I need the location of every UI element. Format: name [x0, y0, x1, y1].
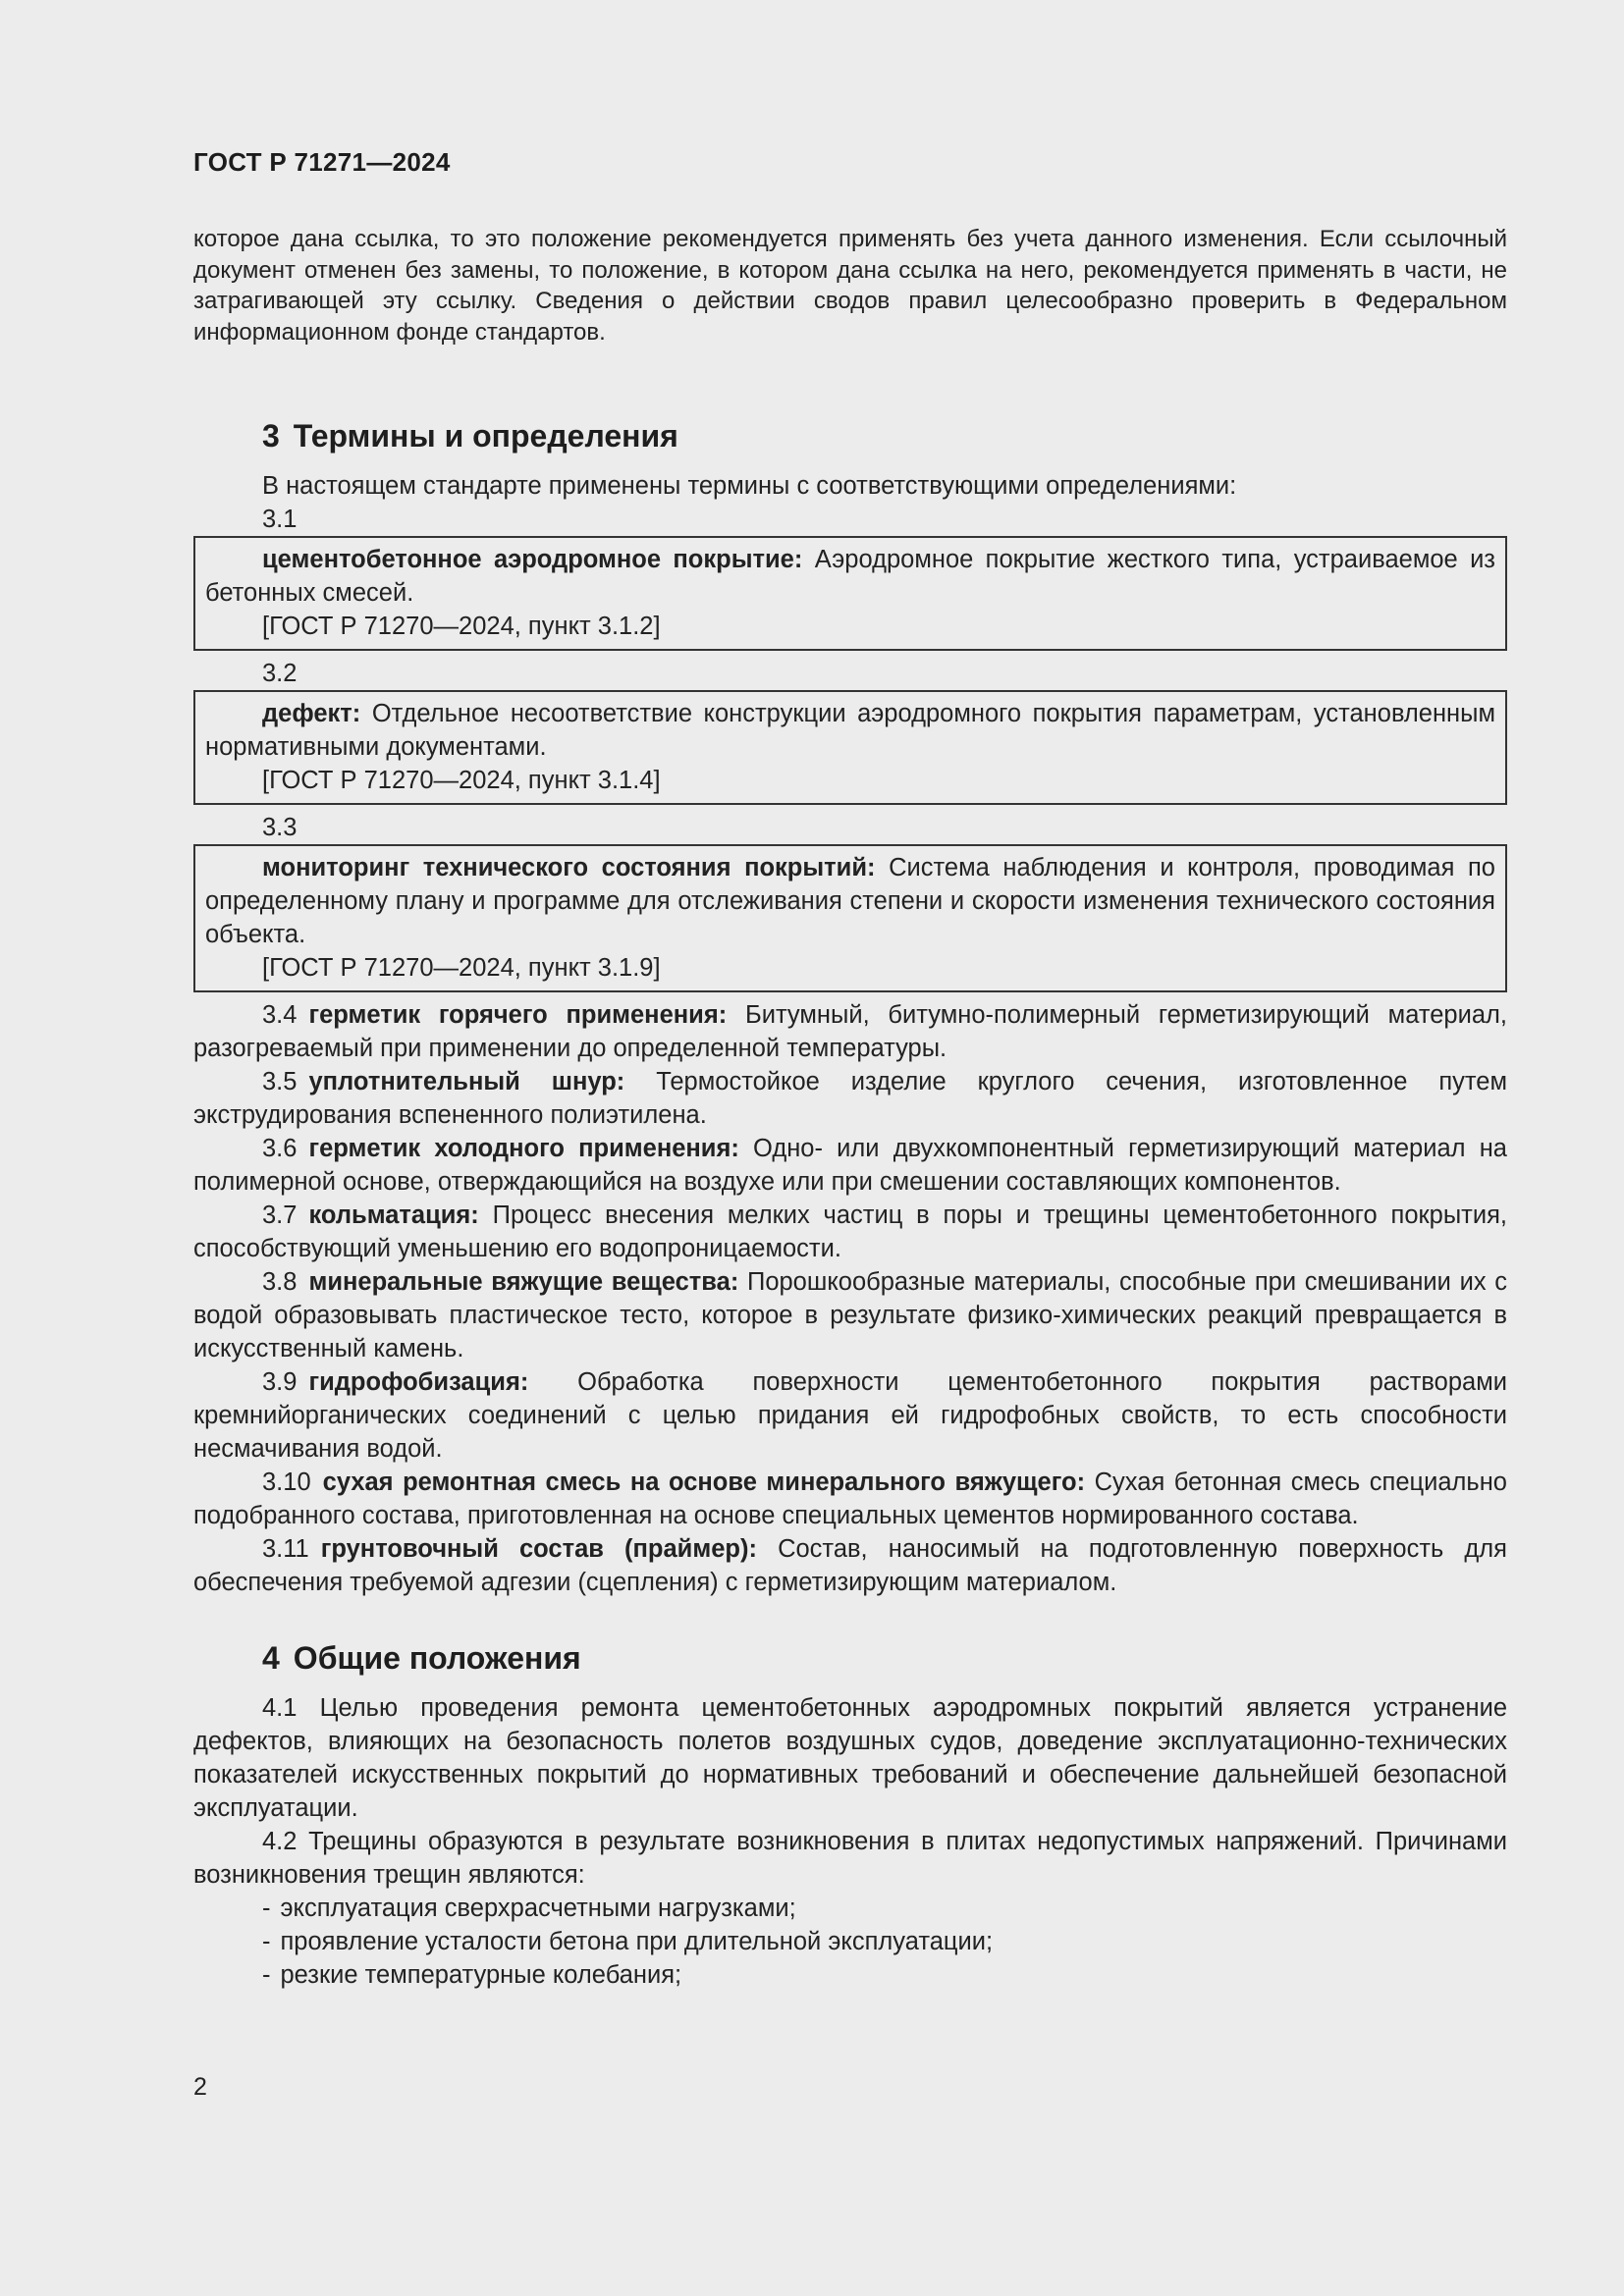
term-number: 3.4 [262, 1001, 298, 1029]
term-definition: Сухая бетонная смесь специально подобранного состава, приготовленная на основе специальных цементов нормированного состава. [193, 1468, 1507, 1529]
term-number: 3.3 [262, 814, 298, 841]
term-name: сухая ремонтная смесь на основе минерального вяжущего: [322, 1468, 1086, 1496]
term-reference: [ГОСТ Р 71270—2024, пункт 3.1.9] [262, 954, 661, 982]
term-name: дефект: [262, 700, 361, 727]
clause-number: 4.2 [262, 1828, 298, 1855]
term-reference: [ГОСТ Р 71270—2024, пункт 3.1.4] [262, 767, 661, 794]
term-name: гидрофобизация: [308, 1368, 529, 1396]
clause-paragraph [193, 1825, 1507, 1892]
term-number: 3.1 [262, 506, 298, 533]
list-item [193, 1892, 1507, 1925]
intro-paragraph: которое дана ссылка, то это положение рекомендуется применять без учета данного изменения. Если ссылочный документ отменен без замены, то положение, в котором дана ссылка на него, рекомендуется применять в части, не затрагивающей эту ссылку. Сведения о действии сводов правил целесообразно проверить в Федеральном информационном фонде стандартов. [193, 226, 1507, 346]
term-number: 3.11 [262, 1535, 309, 1563]
list-dash: - [262, 1895, 271, 1922]
term-definition-paragraph [205, 697, 1495, 764]
term-name: кольматация: [308, 1201, 479, 1229]
term-definition: Битумный, битумно-полимерный герметизирующий материал, разогреваемый при применении до определенной температуры. [193, 1001, 1507, 1062]
section-3-title: Термины и определения [293, 418, 678, 454]
list-dash: - [262, 1928, 271, 1955]
term-name: уплотнительный шнур: [308, 1068, 625, 1095]
term-box [193, 844, 1507, 992]
section-4-heading [193, 1638, 1507, 1678]
term-definition: Отдельное несоответствие конструкции аэродромного покрытия параметрам, установленным нормативными документами. [205, 700, 1495, 761]
term-entry [193, 998, 1507, 1065]
term-entry [193, 1365, 1507, 1466]
term-name: грунтовочный состав (праймер): [320, 1535, 757, 1563]
term-definition: Порошкообразные материалы, способные при смешивании их с водой образовывать пластическое тесто, которое в результате физико-химических реакций превращается в искусственный камень. [193, 1268, 1507, 1362]
term-number: 3.6 [262, 1135, 298, 1162]
section-4-title: Общие положения [293, 1640, 581, 1676]
page-number: 2 [193, 2073, 207, 2101]
list-item-text: резкие температурные колебания; [280, 1961, 682, 1989]
clause-text: Трещины образуются в результате возникновения в плитах недопустимых напряжений. Причинами возникновения трещин являются: [193, 1828, 1507, 1889]
section-4-number: 4 [262, 1640, 280, 1676]
term-name: герметик горячего применения: [308, 1001, 728, 1029]
clause-paragraph [193, 1691, 1507, 1825]
term-number: 3.9 [262, 1368, 298, 1396]
section-3-heading [193, 416, 1507, 455]
term-definition: Состав, наносимый на подготовленную поверхность для обеспечения требуемой адгезии (сцепления) с герметизирующим материалом. [193, 1535, 1507, 1596]
term-definition: Одно- или двухкомпонентный герметизирующий материал на полимерной основе, отверждающийся на воздухе или при смешении составляющих компонентов. [193, 1135, 1507, 1196]
section-3-number: 3 [262, 418, 280, 454]
term-name: мониторинг технического состояния покрытий: [262, 854, 876, 881]
term-name: цементобетонное аэродромное покрытие: [262, 546, 803, 573]
term-reference: [ГОСТ Р 71270—2024, пункт 3.1.2] [262, 613, 661, 640]
term-definition: Аэродромное покрытие жесткого типа, устраиваемое из бетонных смесей. [205, 546, 1496, 607]
clause-number: 4.1 [262, 1694, 298, 1722]
document-code-header: ГОСТ Р 71271—2024 [193, 147, 451, 177]
term-definition: Обработка поверхности цементобетонного покрытия растворами кремнийорганических соединений с целью придания ей гидрофобных свойств, то есть способности несмачивания водой. [193, 1368, 1507, 1463]
term-definition: Процесс внесения мелких частиц в поры и трещины цементобетонного покрытия, способствующий уменьшению его водопроницаемости. [193, 1201, 1507, 1262]
term-number: 3.7 [262, 1201, 298, 1229]
term-name: минеральные вяжущие вещества: [308, 1268, 739, 1296]
list-item [193, 1925, 1507, 1958]
list-dash: - [262, 1961, 271, 1989]
clause-text: Целью проведения ремонта цементобетонных аэродромных покрытий является устранение дефектов, влияющих на безопасность полетов воздушных судов, доведение эксплуатационно-технических показателей искусственных покрытий до нормативных требований и обеспечение дальнейшей безопасной эксплуатации. [193, 1694, 1507, 1822]
term-number: 3.5 [262, 1068, 298, 1095]
term-entry [193, 1065, 1507, 1132]
term-definition-paragraph [205, 543, 1495, 610]
term-box [193, 690, 1507, 805]
term-number: 3.2 [262, 660, 298, 687]
term-definition: Система наблюдения и контроля, проводимая по определенному плану и программе для отслеживания степени и скорости изменения технического состояния объекта. [205, 854, 1495, 948]
list-item-text: проявление усталости бетона при длительной эксплуатации; [280, 1928, 994, 1955]
list-item-text: эксплуатация сверхрасчетными нагрузками; [280, 1895, 796, 1922]
term-definition: Термостойкое изделие круглого сечения, изготовленное путем экструдирования вспененного полиэтилена. [193, 1068, 1507, 1129]
term-box [193, 536, 1507, 651]
term-entry [193, 1132, 1507, 1199]
term-number: 3.8 [262, 1268, 298, 1296]
term-entry [193, 1466, 1507, 1532]
list-item [193, 1958, 1507, 1992]
term-name: герметик холодного применения: [308, 1135, 739, 1162]
term-definition-paragraph [205, 851, 1495, 951]
term-number: 3.10 [262, 1468, 311, 1496]
page-content [193, 224, 1507, 1992]
term-entry [193, 1265, 1507, 1365]
term-entry [193, 1532, 1507, 1599]
term-entry [193, 1199, 1507, 1265]
section-3-lead: В настоящем стандарте применены термины с соответствующими определениями: [262, 472, 1237, 500]
